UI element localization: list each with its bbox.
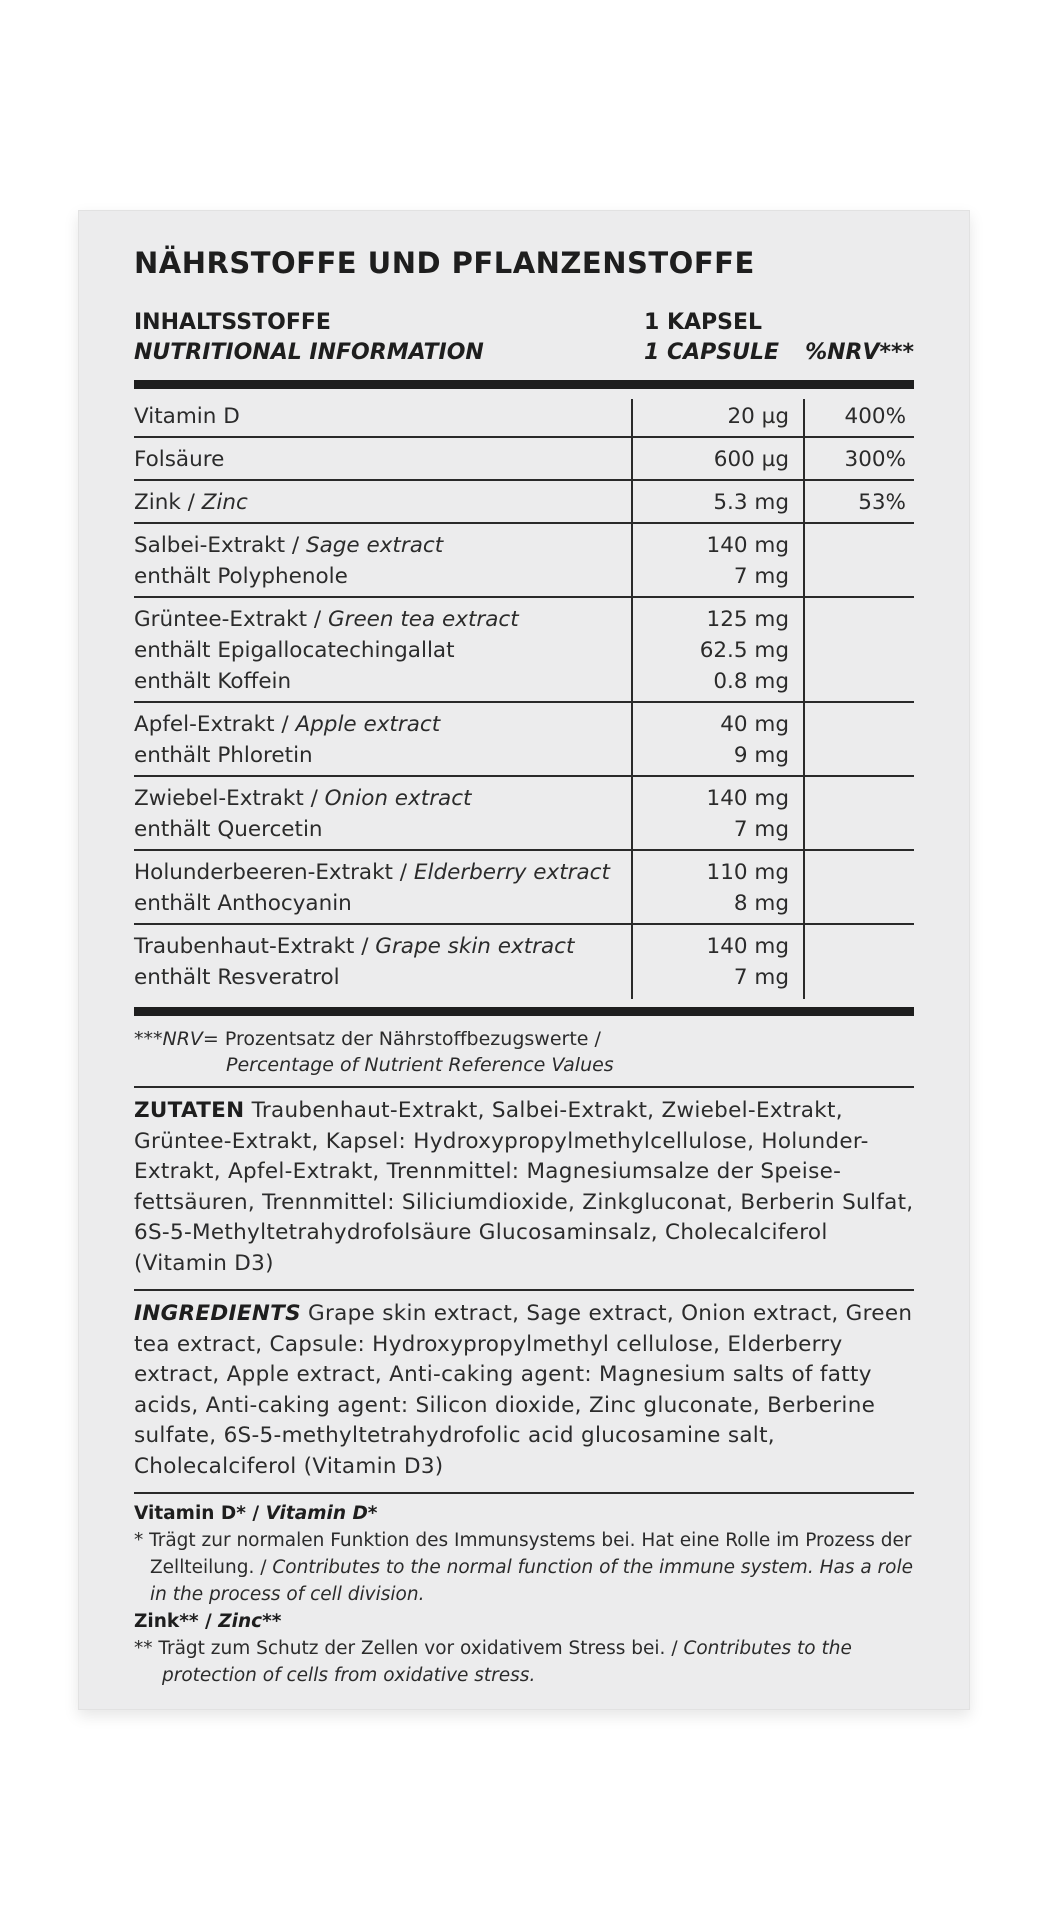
table-row [134, 703, 914, 777]
amount-value: 20 µg [727, 404, 789, 429]
nutrient-contains: enthält Epigallocatechingallat [134, 638, 455, 663]
nutrient-nrv [803, 925, 914, 999]
header-capsule-en: 1 CAPSULE [644, 340, 780, 365]
zinc-claim-en: Contributes to the protection of cells from oxidative stress. [162, 1638, 852, 1686]
nutrient-nrv [803, 851, 914, 925]
nutrient-name-de: Vitamin D [134, 404, 240, 429]
nutrient-contains: enthält Koffein [134, 669, 292, 694]
table-header [134, 310, 914, 370]
nutrient-name-de: Holunderbeeren-Extrakt / [134, 860, 414, 885]
table-row [134, 524, 914, 598]
nutrient-name-de: Folsäure [134, 447, 225, 472]
nrv-footnote [134, 1016, 914, 1086]
nutrient-contains: enthält Anthocyanin [134, 891, 352, 916]
amount-value: 5.3 mg [713, 490, 789, 515]
table-row [134, 851, 914, 925]
nrv-value: 53% [858, 490, 906, 515]
zinc-heading-en: Zinc** [218, 1611, 282, 1632]
nutrient-name-en: Onion extract [324, 786, 472, 811]
nutrient-name [134, 524, 631, 598]
amount-value: 40 mg [720, 712, 789, 737]
nrv-note-de: = Prozentsatz der Nährstoffbezugswerte / [202, 1028, 601, 1050]
supplement-box-back [78, 210, 970, 1710]
nutrient-contains: enthält Resveratrol [134, 965, 340, 990]
ingredients-text: Grape skin extract, Sage extract, Onion extract, Green tea extract, Capsule: Hydroxypropylmethyl cellulose, Elderberry extract, Apple extract, Anti-caking agent: Magnesium salts of fatty acids, Anti-caking agent: Silicon dioxide, Zinc gluconate, Berberine sulfate, 6S-5-methyltetrahydrofolic acid glucosamine salt, Cholecalciferol (Vitamin D3) [134, 1301, 913, 1479]
nutrient-nrv [803, 524, 914, 598]
nutrient-name-de: Zwiebel-Extrakt / [134, 786, 325, 811]
nutrient-name [134, 389, 631, 438]
nutrient-name-en: Apple extract [295, 712, 441, 737]
table-row [134, 925, 914, 999]
table-row [134, 389, 914, 438]
nutrient-name-en: Zinc [201, 490, 248, 515]
nutrient-amount [631, 703, 803, 777]
sub-amount-value: 8 mg [733, 891, 789, 916]
nutrient-amount [631, 399, 803, 438]
header-capsule-de: 1 KAPSEL [644, 310, 763, 335]
table-row [134, 598, 914, 703]
amount-value: 140 mg [706, 533, 789, 558]
amount-value: 125 mg [706, 607, 789, 632]
zinc-claim [134, 1635, 914, 1689]
ingredients-label: INGREDIENTS [134, 1301, 301, 1326]
nutrient-contains: enthält Quercetin [134, 817, 323, 842]
nutrient-name-de: Traubenhaut-Extrakt / [134, 934, 376, 959]
zinc-claim-de: ** Trägt zum Schutz der Zellen vor oxidativem Stress bei. / [134, 1638, 684, 1659]
vitamin-d-heading [134, 1500, 914, 1527]
nutrient-amount [631, 925, 803, 999]
sub-amount-value: 9 mg [733, 743, 789, 768]
nutrient-name-de: Zink / [134, 490, 202, 515]
nutrient-nrv [803, 777, 914, 851]
header-nrv: %NRV*** [805, 340, 914, 365]
nutrient-name-en: Grape skin extract [375, 934, 575, 959]
amount-value: 140 mg [706, 786, 789, 811]
vitamin-d-heading-en: Vitamin D* [265, 1503, 378, 1524]
nutrient-name-en: Sage extract [305, 533, 444, 558]
nutrient-amount [631, 481, 803, 524]
nutrient-amount [631, 438, 803, 481]
nutrient-name [134, 777, 631, 851]
sub-amount-value: 62.5 mg [699, 638, 789, 663]
nutrient-amount [631, 598, 803, 703]
header-rule [134, 380, 914, 389]
nutrient-name-de: Salbei-Extrakt / [134, 533, 306, 558]
table-row [134, 777, 914, 851]
vitamin-d-claim [134, 1527, 914, 1608]
nutrient-name-de: Grüntee-Extrakt / [134, 607, 328, 632]
nutrient-nrv [803, 598, 914, 703]
header-ingredients-de: INHALTSSTOFFE [134, 310, 331, 335]
zinc-heading-de: Zink** / [134, 1611, 219, 1632]
label-content [134, 246, 914, 1689]
zinc-heading [134, 1608, 914, 1635]
nutrient-amount [631, 524, 803, 598]
zutaten-label: ZUTATEN [134, 1098, 245, 1123]
sub-amount-value: 7 mg [733, 965, 789, 990]
sub-amount-value: 7 mg [733, 564, 789, 589]
nrv-marker: ***NRV [134, 1028, 203, 1050]
nutrient-nrv [803, 703, 914, 777]
nutrient-contains: enthält Polyphenole [134, 564, 348, 589]
nrv-value: 400% [844, 404, 906, 429]
nrv-note-en: Percentage of Nutrient Reference Values [226, 1054, 614, 1076]
nutrient-contains: enthält Phloretin [134, 743, 313, 768]
vitamin-d-claim-en: Contributes to the normal function of the immune system. Has a role in the process of cell division. [150, 1557, 914, 1605]
table-row [134, 438, 914, 481]
amount-value: 600 µg [713, 447, 789, 472]
nrv-value: 300% [844, 447, 906, 472]
table-row [134, 481, 914, 524]
nutrient-nrv [803, 438, 914, 481]
table-bottom-rule [134, 1007, 914, 1016]
vitamin-d-heading-de: Vitamin D* / [134, 1503, 266, 1524]
ingredients-block [134, 1291, 914, 1492]
nutrient-name-de: Apfel-Extrakt / [134, 712, 296, 737]
header-ingredients-en: NUTRITIONAL INFORMATION [134, 340, 484, 365]
sub-amount-value: 7 mg [733, 817, 789, 842]
vitamin-d-claim-de: * Trägt zur normalen Funktion des Immunsystems bei. Hat eine Rolle im Prozess der Zellteilung. / [134, 1530, 912, 1578]
nutrient-amount [631, 851, 803, 925]
amount-value: 140 mg [706, 934, 789, 959]
nutrient-nrv [803, 481, 914, 524]
amount-value: 110 mg [706, 860, 789, 885]
nutrient-nrv [803, 399, 914, 438]
zutaten-text: Traubenhaut-Extrakt, Salbei-Extrakt, Zwiebel-Extrakt, Grüntee-Extrakt, Kapsel: Hydroxypropylmethylcellulose, Holunder-Extrakt, Apfel-Extrakt, Trennmittel: Magnesiumsalze der Speise-fettsäuren, Trennmittel: Siliciumdioxide, Zinkgluconat, Berberin Sulfat, 6S-5-Methyltetrahydrofolsäure Glucosaminsalz, Cholecalciferol (Vitamin D3) [134, 1098, 914, 1276]
zutaten-block [134, 1088, 914, 1289]
nutrient-name [134, 598, 631, 703]
sub-amount-value: 0.8 mg [713, 669, 789, 694]
nutrient-name [134, 438, 631, 481]
nutrient-name-en: Elderberry extract [413, 860, 610, 885]
nutrient-name [134, 703, 631, 777]
health-claims [134, 1494, 914, 1689]
nutrient-name [134, 925, 631, 999]
nutrient-name-en: Green tea extract [327, 607, 519, 632]
page-title: NÄHRSTOFFE UND PFLANZENSTOFFE [134, 246, 755, 280]
nutrient-name [134, 851, 631, 925]
nutrient-name [134, 481, 631, 524]
nutrient-amount [631, 777, 803, 851]
